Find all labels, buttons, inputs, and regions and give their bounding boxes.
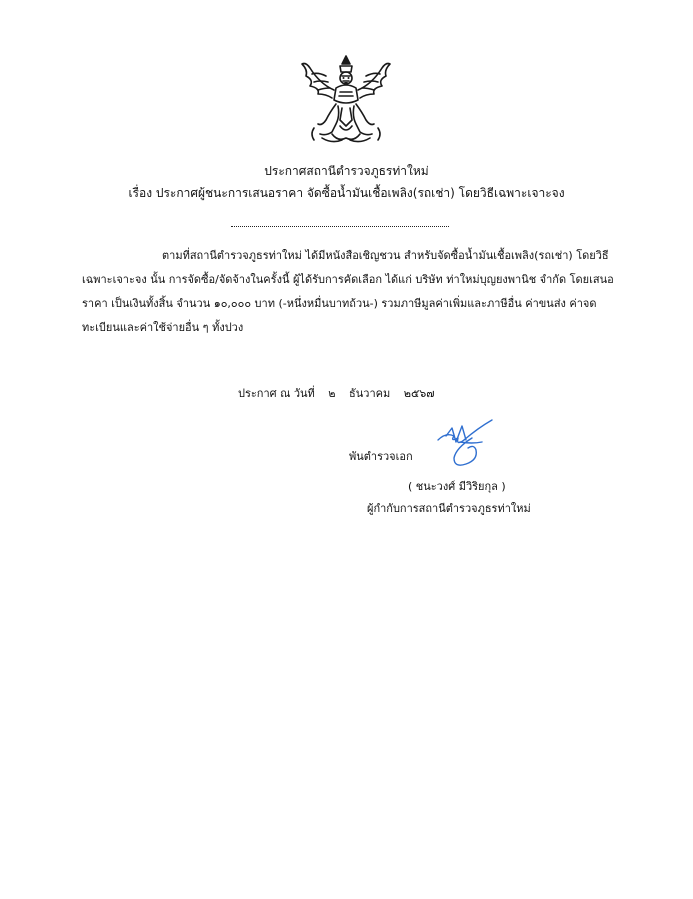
garuda-emblem-icon (296, 54, 396, 146)
announcement-subject: เรื่อง ประกาศผู้ชนะการเสนอราคา จัดซื้อน้ำมันเชื้อเพลิง(รถเช่า) โดยวิธีเฉพาะเจาะจง (128, 186, 565, 200)
date-month: ธันวาคม (349, 387, 391, 400)
signer-rank: พันตำรวจเอก (349, 450, 413, 463)
body-line: ตามที่สถานีตำรวจภูธรท่าใหม่ ได้มีหนังสือเชิญชวน สำหรับจัดซื้อน้ำมันเชื้อเพลิง(รถเช่า) โดยวิธี (162, 249, 609, 262)
announcement-title: ประกาศสถานีตำรวจภูธรท่าใหม่ (264, 164, 429, 178)
body-line: เฉพาะเจาะจง นั้น การจัดซื้อ/จัดจ้างในครั้งนี้ ผู้ได้รับการคัดเลือก ได้แก่ บริษัท ท่าใหม่บุญยงพานิช จำกัด โดยเสนอ (82, 273, 614, 286)
signer-position: ผู้กำกับการสถานีตำรวจภูธรท่าใหม่ (367, 502, 531, 515)
date-year: ๒๕๖๗ (403, 387, 435, 400)
date-prefix: ประกาศ ณ วันที่ (238, 387, 315, 400)
announcement-date (238, 386, 445, 402)
title-divider (231, 226, 449, 227)
signer-name: ( ชนะวงศ์ มีวิริยกุล ) (408, 480, 506, 493)
body-line: ราคา เป็นเงินทั้งสิ้น จำนวน ๑๐,๐๐๐ บาท (-หนึ่งหมื่นบาทถ้วน-) รวมภาษีมูลค่าเพิ่มและภาษีอื่น ค่าขนส่ง ค่าจด (82, 297, 597, 310)
announcement-body (82, 244, 627, 340)
date-day: ๒ (328, 387, 336, 400)
body-line: ทะเบียนและค่าใช้จ่ายอื่น ๆ ทั้งปวง (82, 321, 244, 334)
handwritten-signature-icon (432, 418, 498, 472)
